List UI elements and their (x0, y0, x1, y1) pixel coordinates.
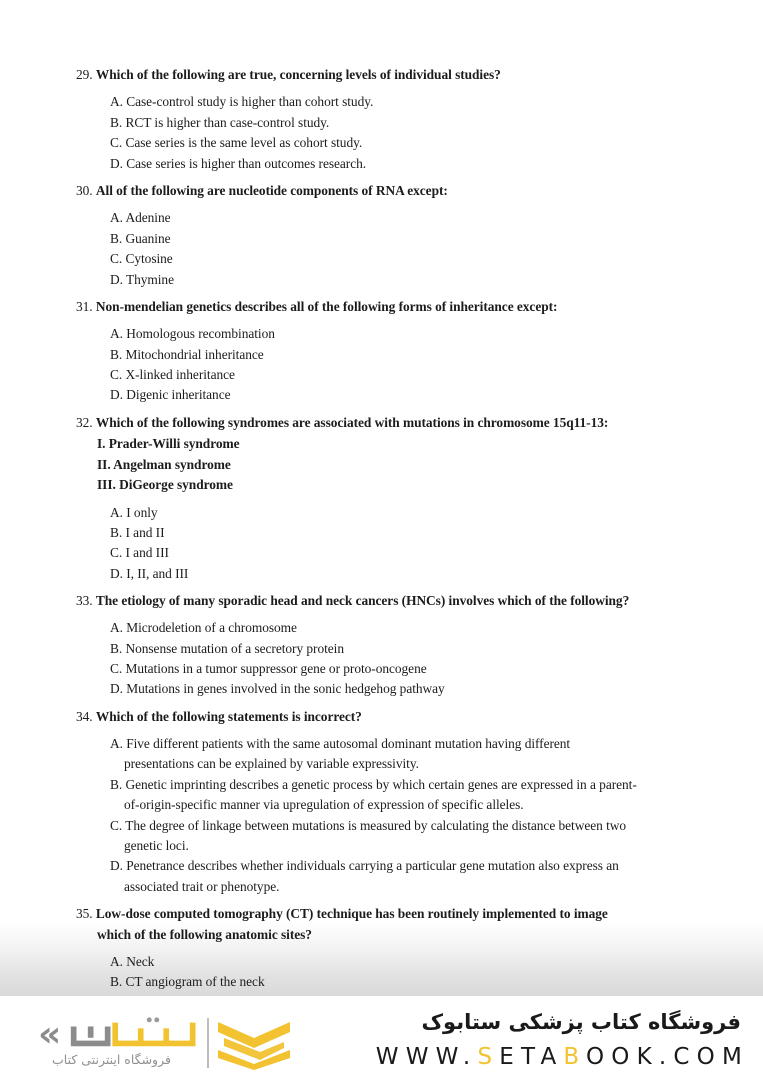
question-text-line-2: which of the following anatomic sites? (97, 927, 312, 942)
question-text: All of the following are nucleotide components of RNA except: (95, 183, 448, 198)
option-30-a: A. Adenine (110, 210, 171, 225)
option-35-b: B. CT angiogram of the neck (110, 974, 265, 989)
option-34-c-line-2: genetic loci. (124, 838, 189, 853)
question-32 (76, 415, 608, 431)
option-31-a: A. Homologous recombination (110, 326, 275, 341)
double-chevron-left-icon: « (38, 1014, 50, 1055)
url-prefix: WWW. (375, 1044, 478, 1070)
brand-subtitle: فروشگاه اینترنتی کتاب (52, 1052, 171, 1067)
option-33-a: A. Microdeletion of a chromosome (110, 620, 297, 635)
option-34-d-line-1: D. Penetrance describes whether individuals carrying a particular gene mutation also express an (110, 858, 619, 873)
question-text-line-1: Low-dose computed tomography (CT) technique has been routinely implemented to image (95, 906, 608, 921)
option-32-c: C. I and III (110, 545, 169, 560)
url-letter-b: B (563, 1044, 586, 1070)
question-text: Which of the following are true, concerning levels of individual studies? (95, 67, 501, 82)
option-32-d: D. I, II, and III (110, 566, 189, 581)
question-35 (76, 906, 608, 922)
option-31-b: B. Mitochondrial inheritance (110, 347, 264, 362)
question-number: 32. (76, 415, 93, 430)
question-33 (76, 593, 629, 609)
option-34-b-line-1: B. Genetic imprinting describes a genetic process by which certain genes are expressed in a parent- (110, 777, 637, 792)
option-29-b: B. RCT is higher than case-control study. (110, 115, 330, 130)
option-29-d: D. Case series is higher than outcomes research. (110, 156, 367, 171)
question-number: 31. (76, 299, 93, 314)
question-number: 30. (76, 183, 93, 198)
url-rest: OOK.COM (585, 1044, 749, 1070)
option-30-c: C. Cytosine (110, 251, 173, 266)
shop-url-link[interactable] (376, 1043, 749, 1071)
question-text: The etiology of many sporadic head and neck cancers (HNCs) involves which of the following? (95, 593, 630, 608)
option-33-b: B. Nonsense mutation of a secretory protein (110, 641, 344, 656)
option-33-d: D. Mutations in genes involved in the sonic hedgehog pathway (110, 681, 445, 696)
question-29 (76, 67, 501, 83)
statement-i: I. Prader-Willi syndrome (97, 436, 240, 451)
question-number: 33. (76, 593, 93, 608)
url-eta: ETA (499, 1044, 564, 1070)
brand-wordmark-icon (66, 1017, 206, 1051)
question-number: 34. (76, 709, 93, 724)
question-text: Which of the following statements is incorrect? (95, 709, 362, 724)
option-33-c: C. Mutations in a tumor suppressor gene or proto-oncogene (110, 661, 427, 676)
option-31-d: D. Digenic inheritance (110, 387, 231, 402)
question-31 (76, 299, 557, 315)
option-31-c: C. X-linked inheritance (110, 367, 235, 382)
shop-title: فروشگاه کتاب پزشکی ستابوک (421, 1010, 741, 1034)
option-30-d: D. Thymine (110, 272, 174, 287)
option-34-c-line-1: C. The degree of linkage between mutations is measured by calculating the distance between two (110, 818, 626, 833)
option-32-b: B. I and II (110, 525, 165, 540)
logo-divider (207, 1018, 209, 1068)
option-34-b-line-2: of-origin-specific manner via upregulation of expression of specific alleles. (124, 797, 524, 812)
option-35-a: A. Neck (110, 954, 155, 969)
question-text: Non-mendelian genetics describes all of the following forms of inheritance except: (95, 299, 558, 314)
option-32-a: A. I only (110, 505, 158, 520)
question-34 (76, 709, 362, 725)
option-29-a: A. Case-control study is higher than cohort study. (110, 94, 374, 109)
setabook-s-chevron-icon (216, 1018, 292, 1070)
option-30-b: B. Guanine (110, 231, 171, 246)
question-30 (76, 183, 448, 199)
option-29-c: C. Case series is the same level as cohort study. (110, 135, 363, 150)
statement-ii: II. Angelman syndrome (97, 457, 231, 472)
option-34-d-line-2: associated trait or phenotype. (124, 879, 280, 894)
question-number: 35. (76, 906, 93, 921)
option-34-a-line-1: A. Five different patients with the same autosomal dominant mutation having different (110, 736, 571, 751)
statement-iii: III. DiGeorge syndrome (97, 477, 233, 492)
footer-banner (0, 996, 763, 1080)
question-number: 29. (76, 67, 93, 82)
url-letter-s: S (477, 1044, 500, 1070)
question-text: Which of the following syndromes are associated with mutations in chromosome 15q11-13: (95, 415, 609, 430)
option-34-a-line-2: presentations can be explained by variable expressivity. (124, 756, 419, 771)
